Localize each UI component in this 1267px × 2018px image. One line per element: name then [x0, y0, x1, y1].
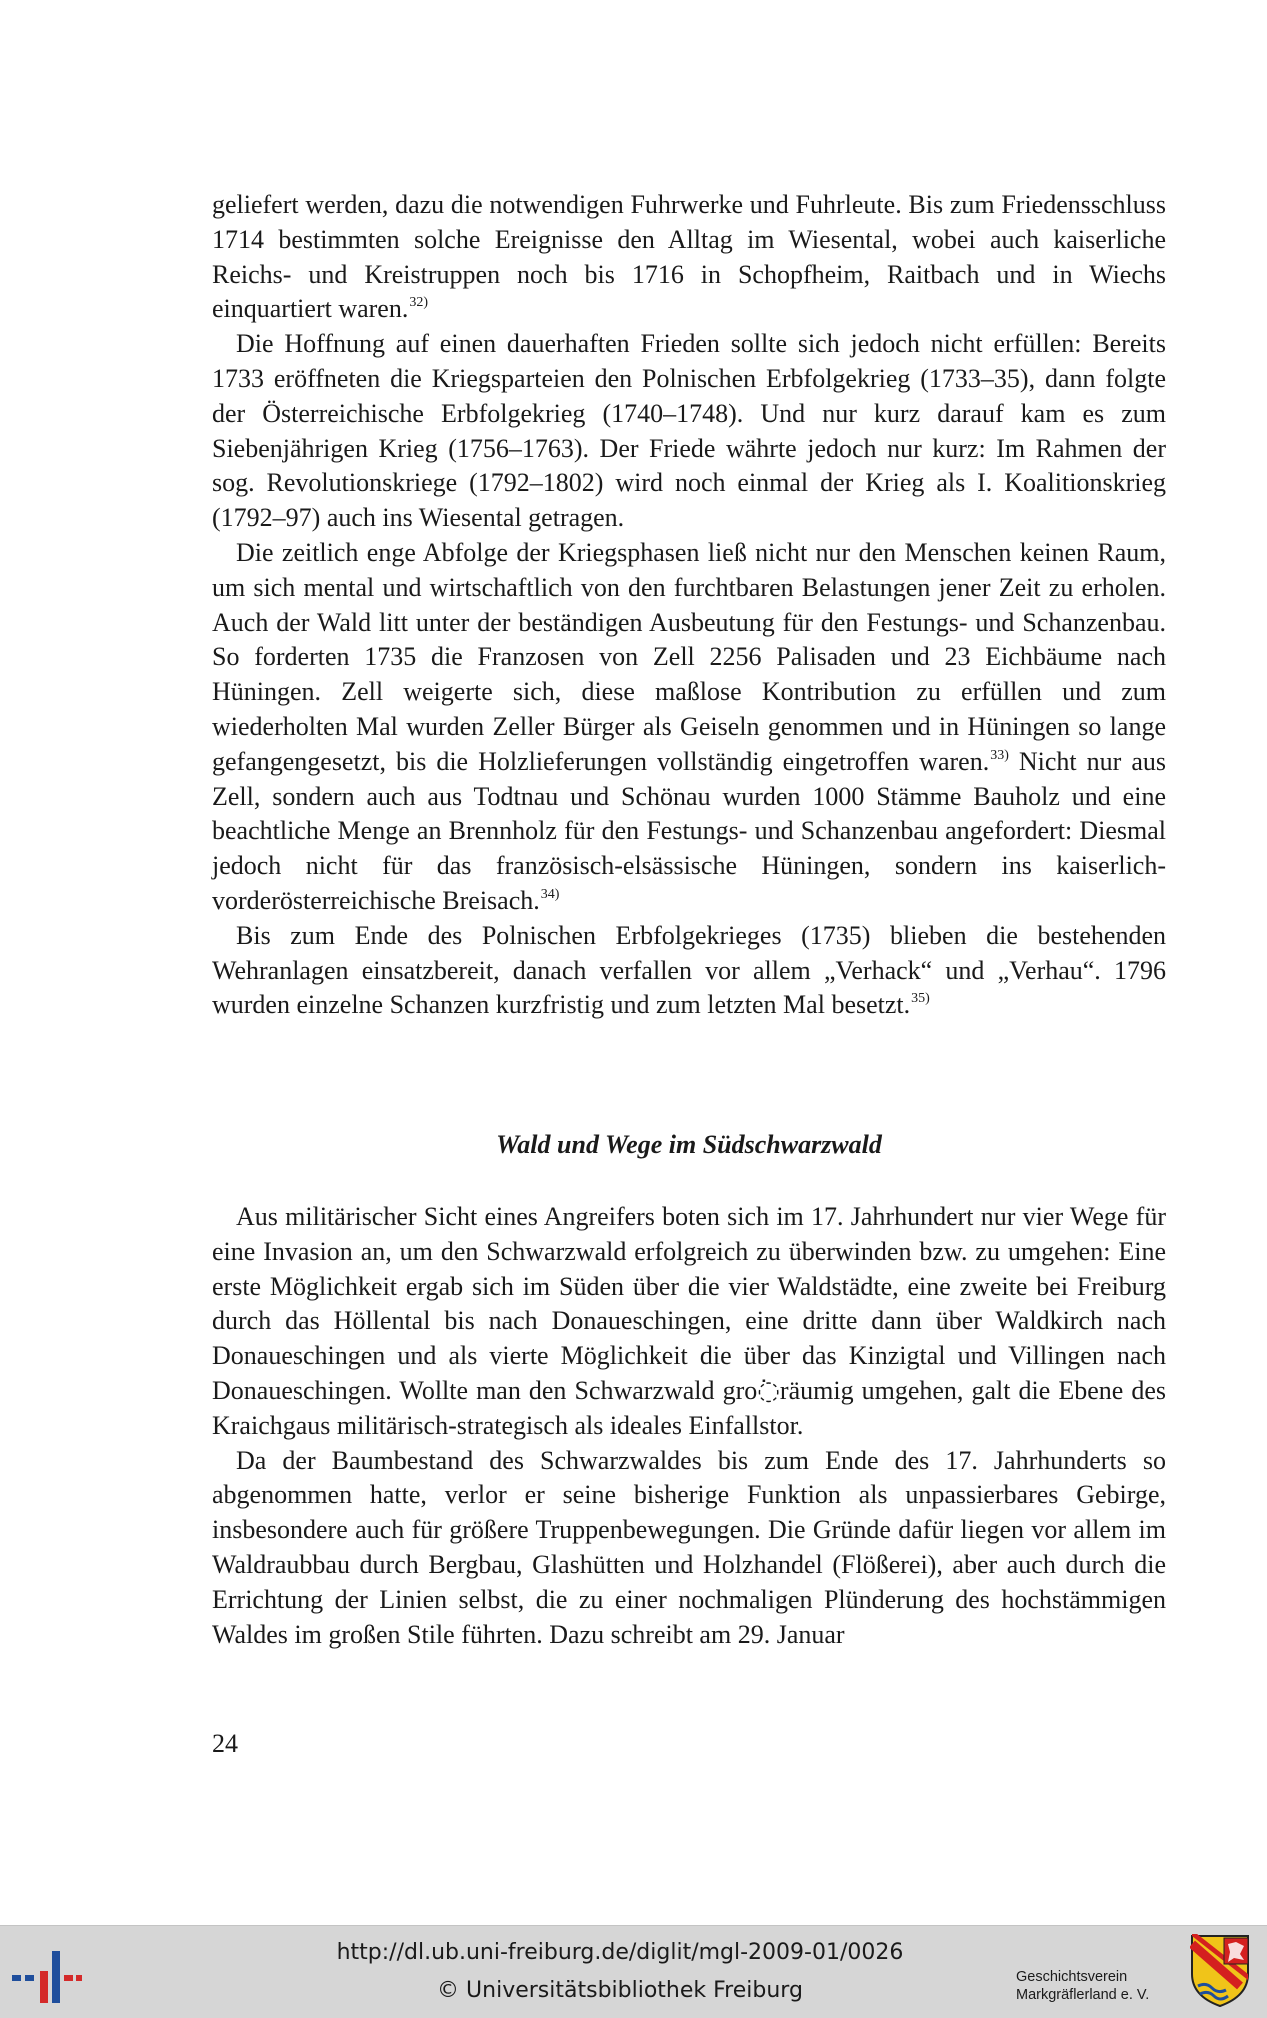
- ub-freiburg-logo-icon[interactable]: [12, 1951, 82, 2006]
- society-line-2: Markgräflerland e. V.: [1016, 1987, 1150, 2003]
- page-number: 24: [212, 1729, 238, 1758]
- body-text-top: [212, 188, 1166, 1023]
- paragraph-1: geliefert werden, dazu die notwendigen Fuhrwerke und Fuhrleute. Bis zum Friedensschluss 1714 bestimmten solche Ereignisse den Alltag im Wiesental, wobei auch kaiserliche Reichs- und Kreistruppen noch bis 1716 in Schopfheim, Raitbach und in Wiechs einquartiert waren.$^{32)}$: [212, 190, 1166, 324]
- section-heading: Wald und Wege im Südschwarzwald: [496, 1130, 882, 1159]
- body-text-bottom: [212, 1200, 1166, 1652]
- footnote-marker: 34): [540, 886, 560, 902]
- society-name: [1016, 1968, 1149, 2004]
- paragraph-2: Die Hoffnung auf einen dauerhaften Frieden sollte sich jedoch nicht erfüllen: Bereits 1733 eröffneten die Kriegsparteien den Polnischen Erbfolgekrieg (1733–35), dann folgte der Österreichische Erbfolgekrieg (1740–1748). Und nur kurz darauf kam es zum Siebenjährigen Krieg (1756–1763). Der Friede währte jedoch nur kurz: Im Rahmen der sog. Revolutionskriege (1792–1802) wird noch einmal der Krieg als I. Koalitionskrieg (1792–97) auch ins Wiesental getragen.: [212, 329, 1166, 533]
- document-url-link[interactable]: http://dl.ub.uni-freiburg.de/diglit/mgl-2009-01/0026: [336, 1940, 904, 1965]
- paragraph-5: Aus militärischer Sicht eines Angreifers boten sich im 17. Jahrhundert nur vier Wege für eine Invasion an, um den Schwarzwald erfolgreich zu überwinden bzw. zu umgehen: Eine erste Möglichkeit ergab sich im Süden über die vier Waldstädte, eine zweite bei Freiburg durch das Höllental bis nach Donaueschingen, eine dritte dann über Waldkirch nach Donaueschingen und als vierte Möglichkeit die über das Kinzigtal und Villingen nach Donaueschingen. Wollte man den Schwarzwald gro߭räumig umgehen, galt die Ebene des Kraichgaus militärisch-strategisch als ideales Einfallstor.: [212, 1202, 1166, 1440]
- paragraph-3: Die zeitlich enge Abfolge der Kriegsphasen ließ nicht nur den Menschen keinen Raum, um sich mental und wirtschaftlich von den furchtbaren Belastungen jener Zeit zu erholen. Auch der Wald litt unter der beständigen Ausbeutung für den Festungs- und Schanzenbau. So forderten 1735 die Franzosen von Zell 2256 Palisaden und 23 Eichbäume nach Hüningen. Zell weigerte sich, diese maßlose Kontribution zu erfüllen und zum wiederholten Mal wurden Zeller Bürger als Geiseln genommen und in Hüningen so lange gefangengesetzt, bis die Holzlieferungen vollständig eingetroffen waren.$^{33)}$ Nicht nur aus Zell, sondern auch aus Todtnau und Schönau wurden 1000 Stämme Bauholz und eine beachtliche Menge an Brennholz für den Festungs- und Schanzenbau angefordert: Diesmal jedoch nicht für das französisch-elsässische Hüningen, sondern ins kaiserlich-vorderösterreichische Breisach.$^{34)}$: [212, 537, 1166, 915]
- society-line-1: Geschichtsverein: [1016, 1969, 1128, 1985]
- footnote-marker: 32): [409, 295, 429, 311]
- footnote-marker: 35): [911, 991, 930, 1007]
- coat-of-arms-icon: [1190, 1934, 1250, 2008]
- paragraph-4: Bis zum Ende des Polnischen Erbfolgekrieges (1735) blieben die bestehenden Wehranlagen einsatzbereit, danach verfallen vor allem „Verhack“ und „Verhau“. 1796 wurden einzelne Schanzen kurzfristig und zum letzten Mal besetzt.$^{35)}$: [212, 920, 1166, 1020]
- paragraph-6: Da der Baumbestand des Schwarzwaldes bis zum Ende des 17. Jahrhunderts so abgenommen hatte, verlor er seine bisherige Funktion als unpassierbares Gebirge, insbesondere auch für größere Truppenbewegungen. Die Gründe dafür liegen vor allem im Waldraubbau durch Bergbau, Glashütten und Holzhandel (Flößerei), aber auch durch die Errichtung der Linien selbst, die zu einer nochmaligen Plünderung des hochstämmigen Waldes im großen Stile führten. Dazu schreibt am 29. Januar: [212, 1445, 1166, 1649]
- footer-bar: [0, 1925, 1267, 2018]
- copyright-text: © Universitätsbibliothek Freiburg: [437, 1978, 803, 2003]
- footnote-marker: 33): [990, 747, 1009, 763]
